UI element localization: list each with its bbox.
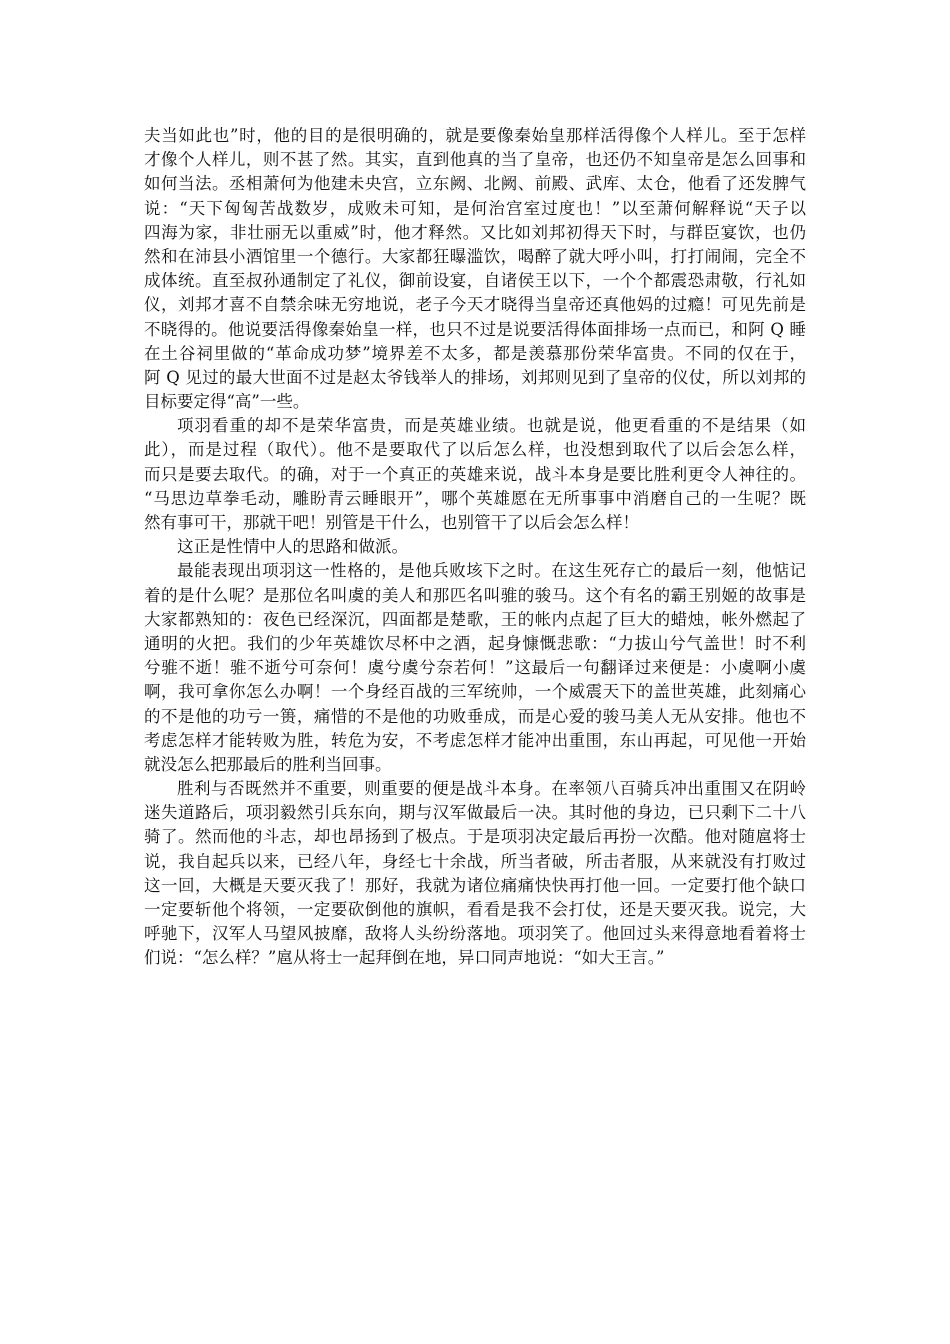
text-line: 阿 Q 见过的最大世面不过是赵太爷钱举人的排场，刘邦则见到了皇帝的仪仗，所以刘邦的 — [144, 367, 806, 387]
paragraph — [144, 535, 806, 559]
text-line: 一定要斩他个将领，一定要砍倒他的旗帜，看看是我不会打仗，还是天要灭我。说完，大 — [144, 900, 806, 919]
text-line: 考虑怎样才能转败为胜，转危为安，不考虑怎样才能冲出重围，东山再起，可见他一开始 — [144, 730, 806, 750]
text-line: 然有事可干，那就干吧！别管是干什么，也别管干了以后会怎么样！ — [144, 513, 639, 532]
text-line: 就没怎么把那最后的胜利当回事。 — [144, 754, 392, 774]
text-line: 骑了。然而他的斗志，却也昂扬到了极点。于是项羽决定最后再扮一次酷。他对随扈将士 — [144, 827, 806, 847]
text-line: 目标要定得“高”一些。 — [144, 392, 310, 412]
document-body — [144, 124, 806, 971]
text-line: 的不是他的功亏一篑，痛惜的不是他的功败垂成，而是心爱的骏马美人无从安排。他也不 — [144, 706, 806, 726]
paragraph — [144, 414, 806, 535]
text-line: 们说：“怎么样？”扈从将士一起拜倒在地，异口同声地说：“如大王言。” — [144, 948, 665, 968]
text-line: 此），而是过程（取代）。他不是要取代了以后怎么样，也没想到取代了以后会怎么样， — [144, 440, 806, 460]
paragraph — [144, 124, 806, 414]
text-line: 才像个人样儿，则不甚了然。其实，直到他真的当了皇帝，也还仍不知皇帝是怎么回事和 — [144, 150, 806, 170]
text-line: 而只是要去取代。的确，对于一个真正的英雄来说，战斗本身是要比胜利更令人神往的。 — [144, 464, 806, 484]
text-line: 兮骓不逝！骓不逝兮可奈何！虞兮虞兮奈若何！”这最后一句翻译过来便是：小虞啊小虞 — [144, 658, 806, 678]
text-line: 在土谷祠里做的“革命成功梦”境界差不太多，都是羡慕那份荣华富贵。不同的仅在于， — [144, 343, 806, 363]
text-line: 啊，我可拿你怎么办啊！一个身经百战的三军统帅，一个威震天下的盖世英雄，此刻痛心 — [144, 682, 806, 702]
text-line: 仪，刘邦才喜不自禁余味无穷地说，老子今天才晓得当皇帝还真他妈的过瘾！可见先前是 — [144, 295, 806, 315]
text-line: 如何当法。丞相萧何为他建未央宫，立东阙、北阙、前殿、武库、太仓，他看了还发脾气 — [144, 174, 806, 194]
text-line: 成体统。直至叔孙通制定了礼仪，御前设宴，自诸侯王以下，一个个都震恐肃敬，行礼如 — [144, 271, 806, 291]
text-line: 着的是什么呢？是那位名叫虞的美人和那匹名叫骓的骏马。这个有名的霸王别姬的故事是 — [144, 585, 806, 605]
text-line: 胜利与否既然并不重要，则重要的便是战斗本身。在率领八百骑兵冲出重围又在阴岭 — [177, 779, 806, 799]
text-line: 夫当如此也”时，他的目的是很明确的，就是要像秦始皇那样活得像个人样儿。至于怎样 — [144, 126, 806, 145]
text-line: 这正是性情中人的思路和做派。 — [177, 537, 408, 557]
text-line: 迷失道路后，项羽毅然引兵东向，期与汉军做最后一决。其时他的身边，已只剩下二十八 — [144, 803, 806, 823]
text-line: 说：“天下匈匈苦战数岁，成败未可知，是何治宫室过度也！”以至萧何解释说“天子以 — [144, 198, 806, 218]
text-line: 然和在沛县小酒馆里一个德行。大家都狂曝滥饮，喝醉了就大呼小叫，打打闹闹，完全不 — [144, 246, 806, 266]
text-line: 最能表现出项羽这一性格的，是他兵败垓下之时。在这生死存亡的最后一刻，他惦记 — [177, 561, 806, 581]
text-line: 大家都熟知的：夜色已经深沉，四面都是楚歌，王的帐内点起了巨大的蜡烛，帐外燃起了 — [144, 609, 806, 629]
paragraph — [144, 777, 806, 971]
text-line: 不晓得的。他说要活得像秦始皇一样，也只不过是说要活得体面排场一点而已，和阿 Q 睡 — [144, 319, 806, 339]
text-line: “马思边草拳毛动，雕盼青云睡眼开”，哪个英雄愿在无所事事中消磨自己的一生呢？既 — [144, 488, 806, 508]
paragraph — [144, 559, 806, 777]
text-line: 项羽看重的却不是荣华富贵，而是英雄业绩。也就是说，他更看重的不是结果（如 — [177, 416, 806, 436]
text-line: 通明的火把。我们的少年英雄饮尽杯中之酒，起身慷慨悲歌：“力拔山兮气盖世！时不利 — [144, 633, 806, 653]
text-line: 说，我自起兵以来，已经八年，身经七十余战，所当者破，所击者服，从来就没有打败过 — [144, 851, 806, 871]
text-line: 四海为家，非壮丽无以重威”时，他才释然。又比如刘邦初得天下时，与群臣宴饮，也仍 — [144, 222, 806, 242]
text-line: 呼驰下，汉军人马望风披靡，敌将人头纷纷落地。项羽笑了。他回过头来得意地看着将士 — [144, 924, 806, 944]
text-line: 这一回，大概是天要灭我了！那好，我就为诸位痛痛快快再打他一回。一定要打他个缺口 — [144, 875, 806, 895]
